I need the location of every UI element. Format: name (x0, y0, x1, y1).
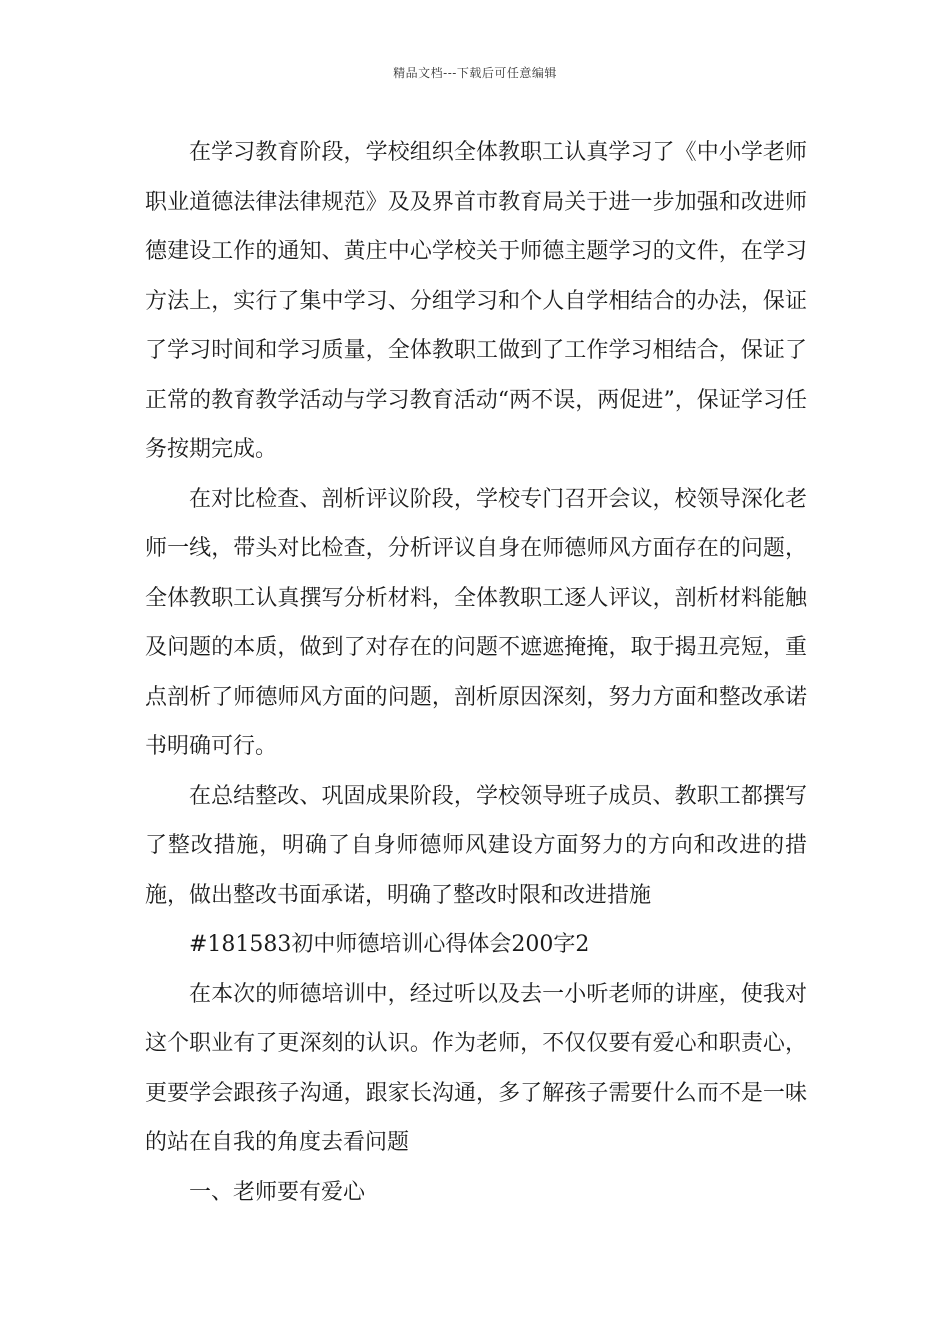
paragraph-study-stage: 在学习教育阶段，学校组织全体教职工认真学习了《中小学老师职业道德法律法律规范》及及界首市教育局关于进一步加强和改进师德建设工作的通知、黄庄中心学校关于师德主题学习的文件，在学习方法上，实行了集中学习、分组学习和个人自学相结合的办法，保证了学习时间和学习质量，全体教职工做到了工作学习相结合，保证了正常的教育教学活动与学习教育活动“两不误，两促进”，保证学习任务按期完成。 (145, 140, 807, 462)
page-header: 精品文档---下载后可任意编辑 (393, 66, 557, 80)
section-title: #181583初中师德培训心得体会200字2 (189, 932, 590, 957)
paragraph-review-stage: 在对比检查、剖析评议阶段，学校专门召开会议，校领导深化老师一线，带头对比检查，分析评议自身在师德师风方面存在的问题，全体教职工认真撰写分析材料，全体教职工逐人评议，剖析材料能触及问题的本质，做到了对存在的问题不遮遮掩掩，取于揭丑亮短，重点剖析了师德师风方面的问题，剖析原因深刻，努力方面和整改承诺书明确可行。 (145, 486, 807, 759)
paragraph-training-reflection: 在本次的师德培训中，经过听以及去一小听老师的讲座，使我对这个职业有了更深刻的认识。作为老师，不仅仅要有爱心和职责心，更要学会跟孩子沟通，跟家长沟通，多了解孩子需要什么而不是一味的站在自我的角度去看问题 (145, 981, 807, 1155)
subheading-love: 一、老师要有爱心 (189, 1179, 366, 1205)
document-body (145, 128, 807, 1217)
paragraph-rectification-stage: 在总结整改、巩固成果阶段，学校领导班子成员、教职工都撰写了整改措施，明确了自身师德师风建设方面努力的方向和改进的措施，做出整改书面承诺，明确了整改时限和改进措施 (145, 783, 807, 908)
